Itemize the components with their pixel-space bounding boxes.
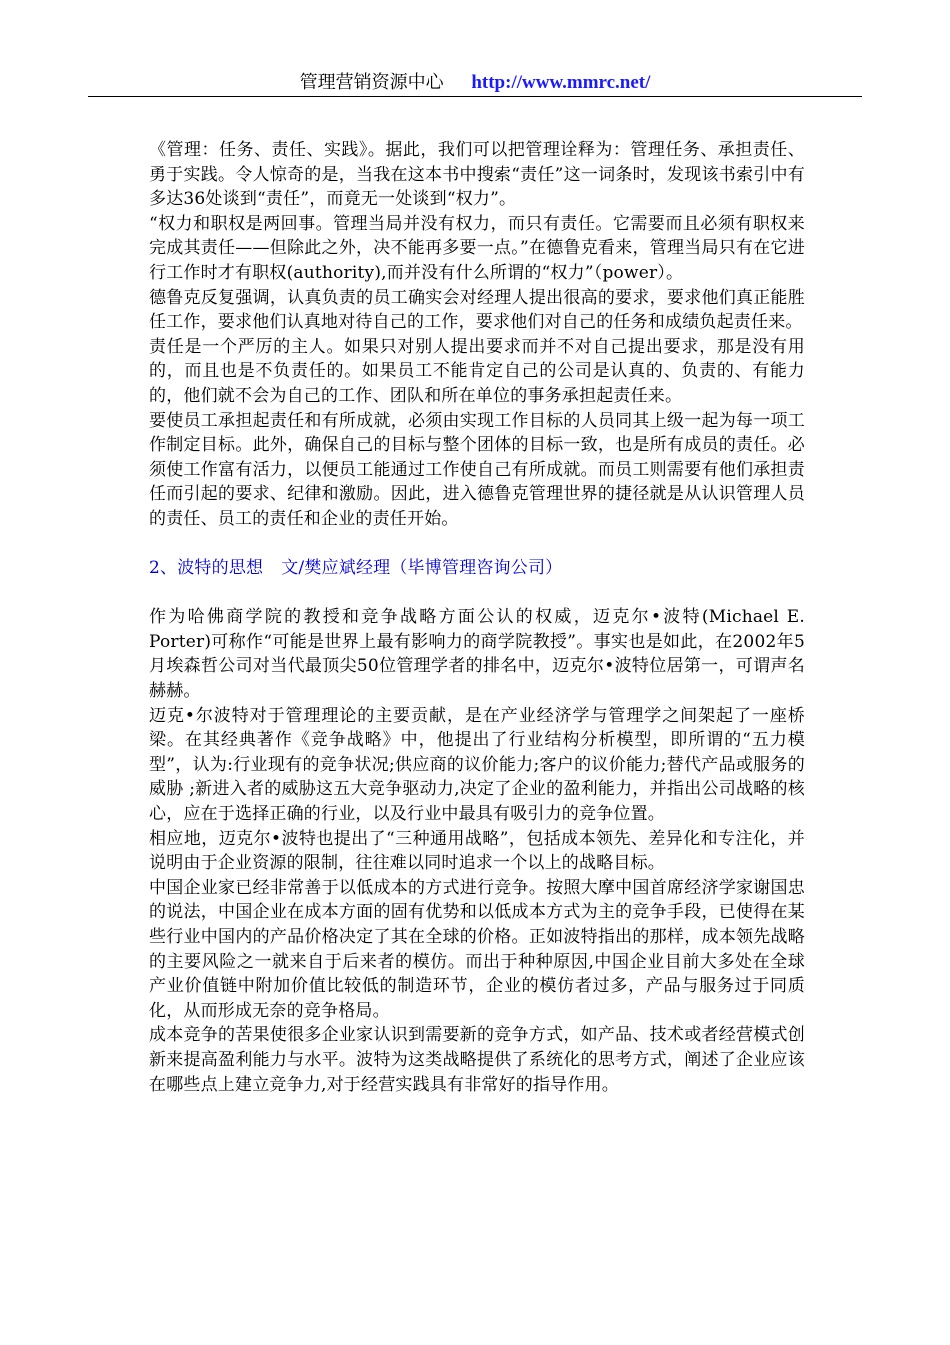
header-divider bbox=[88, 96, 862, 97]
spacer bbox=[149, 532, 805, 557]
paragraph: 成本竞争的苦果使很多企业家认识到需要新的竞争方式，如产品、技术或者经营模式创新来提高盈利能力与水平。波特为这类战略提供了系统化的思考方式，阐述了企业应该在哪些点上建立竞争力,对于经营实践具有非常好的指导作用。 bbox=[149, 1025, 805, 1095]
section-heading bbox=[149, 556, 805, 581]
paragraph: 《管理：任务、责任、实践》。据此，我们可以把管理诠释为：管理任务、承担责任、勇于实践。令人惊奇的是，当我在这本书中搜索“责任”这一词条时，发现该书索引中有多达36处谈到“责任”，而竟无一处谈到“权力”。 bbox=[149, 140, 805, 210]
paragraph: 中国企业家已经非常善于以低成本的方式进行竞争。按照大摩中国首席经济学家谢国忠的说法，中国企业在成本方面的固有优势和以低成本方式为主的竞争手段，已使得在某些行业中国内的产品价格决定了其在全球的价格。正如波特指出的那样，成本领先战略的主要风险之一就来自于后来者的模仿。而出于种种原因,中国企业目前大多处在全球产业价值链中附加价值比较低的制造环节，企业的模仿者过多，产品与服务过于同质化，从而形成无奈的竞争格局。 bbox=[149, 877, 805, 1021]
site-url-link[interactable]: http://www.mmrc.net/ bbox=[471, 72, 651, 93]
paragraph: 要使员工承担起责任和有所成就，必须由实现工作目标的人员同其上级一起为每一项工作制定目标。此外，确保自己的目标与整个团体的目标一致，也是所有成员的责任。必须使工作富有活力，以便员工能通过工作使自己有所成就。而员工则需要有他们承担责任而引起的要求、纪律和激励。因此，进入德鲁克管理世界的捷径就是从认识管理人员的责任、员工的责任和企业的责任开始。 bbox=[149, 410, 805, 529]
document-body bbox=[149, 138, 805, 1097]
section-author: 文/樊应斌经理（毕博管理咨询公司） bbox=[281, 558, 563, 579]
paragraph: 迈克•尔波特对于管理理论的主要贡献，是在产业经济学与管理学之间架起了一座桥梁。在其经典著作《竞争战略》中，他提出了行业结构分析模型，即所谓的“五力模型”，认为:行业现有的竞争状况;供应商的议价能力;客户的议价能力;替代产品或服务的威胁 ;新进入者的威胁这五大竞争驱动力,决定了企业的盈利能力，并指出公司战略的核心，应在于选择正确的行业，以及行业中最具有吸引力的竞争位置。 bbox=[149, 705, 805, 825]
paragraph: 相应地，迈克尔•波特也提出了“三种通用战略”，包括成本领先、差异化和专注化，并说明由于企业资源的限制，往往难以同时追求一个以上的战略目标。 bbox=[149, 828, 805, 874]
paragraph: 德鲁克反复强调，认真负责的员工确实会对经理人提出很高的要求，要求他们真正能胜任工作，要求他们认真地对待自己的工作，要求他们对自己的任务和成绩负起责任来。 bbox=[149, 287, 805, 333]
site-name: 管理营销资源中心 bbox=[299, 72, 444, 93]
paragraph: 责任是一个严厉的主人。如果只对别人提出要求而并不对自己提出要求，那是没有用的，而且也是不负责任的。如果员工不能肯定自己的公司是认真的、负责的、有能力的，他们就不会为自己的工作、团队和所在单位的事务承担起责任来。 bbox=[149, 336, 805, 406]
paragraph: “权力和职权是两回事。管理当局并没有权力，而只有责任。它需要而且必须有职权来完成其责任——但除此之外，决不能再多要一点。”在德鲁克看来，管理当局只有在它进行工作时才有职权(authority),而并没有什么所谓的“权力”（power）。 bbox=[149, 213, 805, 283]
section-title: 2、波特的思想 bbox=[149, 558, 264, 579]
paragraph: 作为哈佛商学院的教授和竞争战略方面公认的权威，迈克尔•波特(Michael E. Porter)可称作“可能是世界上最有影响力的商学院教授”。事实也是如此，在2002年5月埃森哲公司对当代最顶尖50位管理学者的排名中，迈克尔•波特位居第一，可谓声名赫赫。 bbox=[149, 607, 805, 702]
spacer bbox=[149, 581, 805, 606]
page-header bbox=[88, 68, 862, 98]
